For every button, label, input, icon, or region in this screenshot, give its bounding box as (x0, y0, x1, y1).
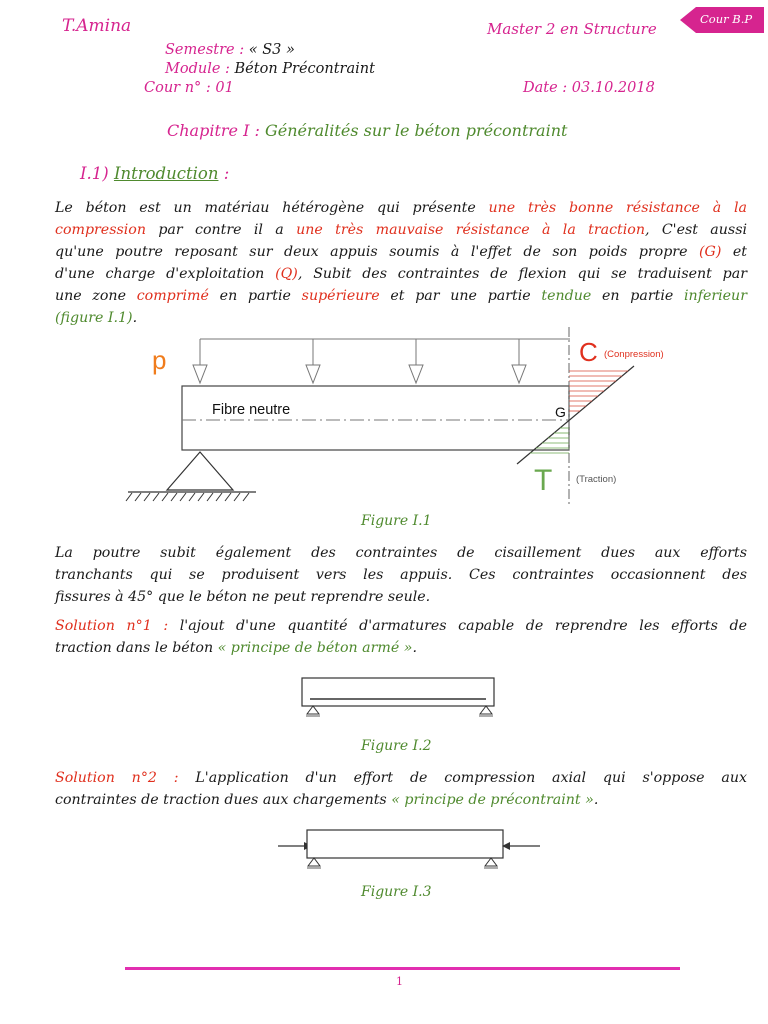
chapter-name: Généralités sur le béton précontraint (264, 121, 568, 140)
load-arrows (193, 339, 526, 383)
solution-2-principle: « principe de précontraint » (391, 792, 594, 808)
semester-value: « S3 » (248, 42, 295, 58)
program-name: Master 2 en Structure (487, 20, 657, 38)
compression-hatch (569, 371, 628, 411)
intro-highlight-compression-word: compression (55, 222, 146, 238)
intro-word-tendue: tendue (541, 288, 592, 304)
footer-rule (125, 967, 680, 970)
intro-text: une zone (55, 288, 137, 304)
chapter-prefix: Chapitre I : (167, 121, 260, 140)
compression-note: (Conpression) (604, 349, 664, 360)
section-number: I.1) (80, 164, 109, 183)
solution-2-label: Solution n°2 : (55, 770, 179, 786)
load-label-p: p (152, 345, 167, 375)
beam-body (182, 386, 569, 450)
intro-symbol-g: (G) (699, 244, 722, 260)
solution-1-label: Solution n°1 : (55, 618, 169, 634)
section-colon: : (223, 164, 230, 183)
semester-line (165, 42, 295, 58)
chapter-title (167, 121, 567, 140)
solution-1-text: l'ajout d'une quantité d'armatures capable de reprendre les efforts de (168, 618, 747, 634)
figure-2-reinforced-beam (298, 674, 498, 720)
tension-note: (Traction) (576, 474, 617, 485)
author-name: T.Amina (62, 16, 132, 36)
intro-text: . (132, 310, 138, 326)
intro-paragraph (55, 197, 747, 329)
solution-2-paragraph (55, 767, 747, 811)
section-title: Introduction (113, 164, 219, 183)
intro-text: en partie (591, 288, 685, 304)
intro-word-inferieur: inferieur (684, 288, 747, 304)
figure-3-prestressed-beam (276, 826, 542, 872)
intro-highlight-compression: une très bonne résistance à la (488, 200, 747, 216)
intro-text: d'une charge d'exploitation (55, 266, 276, 282)
section-heading (80, 164, 229, 183)
solution-1-text: . (412, 640, 417, 656)
course-number: Cour n° : 01 (144, 80, 234, 96)
compression-letter: C (579, 337, 598, 367)
intro-text: qu'une poutre reposant sur deux appuis soumis à l'effet de son poids propre (55, 244, 699, 260)
solution-2-text: L'application d'un effort de compression axial qui s'oppose aux (178, 770, 747, 786)
intro-text: , C'est aussi (644, 222, 748, 238)
neutral-fiber-label: Fibre neutre (212, 402, 291, 418)
semester-label: Semestre : (165, 42, 245, 58)
figure-1-caption: Figure I.1 (361, 513, 432, 529)
module-label: Module : (165, 61, 230, 77)
tension-letter: T (534, 464, 553, 497)
solution-1-text: traction dans le béton (55, 640, 218, 656)
solution-1-principle: « principe de béton armé » (217, 640, 413, 656)
figure-1-beam-diagram (0, 325, 768, 510)
intro-word-comprime: comprimé (136, 288, 209, 304)
solution-1-paragraph (55, 615, 747, 659)
solution-2-text: contraintes de traction dues aux chargements (55, 792, 392, 808)
intro-text: Le béton est un matériau hétérogène qui présente (55, 200, 489, 216)
intro-text: et (721, 244, 748, 260)
intro-figure-ref: (figure I.1) (55, 310, 133, 326)
module-line (165, 61, 375, 77)
figure-2-caption: Figure I.2 (361, 738, 432, 754)
shear-line: fissures à 45° que le béton ne peut reprendre seule. (55, 589, 431, 605)
intro-text: et par une partie (379, 288, 542, 304)
shear-line: La poutre subit également des contraintes de cisaillement dues aux efforts (55, 545, 747, 561)
intro-text: , Subit des contraintes de flexion qui se traduisent par (297, 266, 747, 282)
shear-paragraph (55, 542, 747, 608)
page-number: 1 (396, 975, 403, 988)
module-value: Béton Précontraint (234, 61, 375, 77)
figure-3-caption: Figure I.3 (361, 884, 432, 900)
course-tag (680, 7, 764, 33)
pin-support (167, 452, 233, 490)
solution-2-text: . (593, 792, 599, 808)
intro-word-superieure: supérieure (301, 288, 380, 304)
centroid-label: G (555, 404, 566, 420)
intro-highlight-traction: une très mauvaise résistance à la traction (296, 222, 645, 238)
date-label: Date : 03.10.2018 (523, 80, 655, 96)
course-tag-label: Cour B.P (700, 12, 753, 26)
intro-text: par contre il a (145, 222, 297, 238)
intro-text: en partie (208, 288, 302, 304)
intro-symbol-q: (Q) (275, 266, 298, 282)
shear-line: tranchants qui se produisent vers les appuis. Ces contraintes occasionnent des (55, 567, 747, 583)
